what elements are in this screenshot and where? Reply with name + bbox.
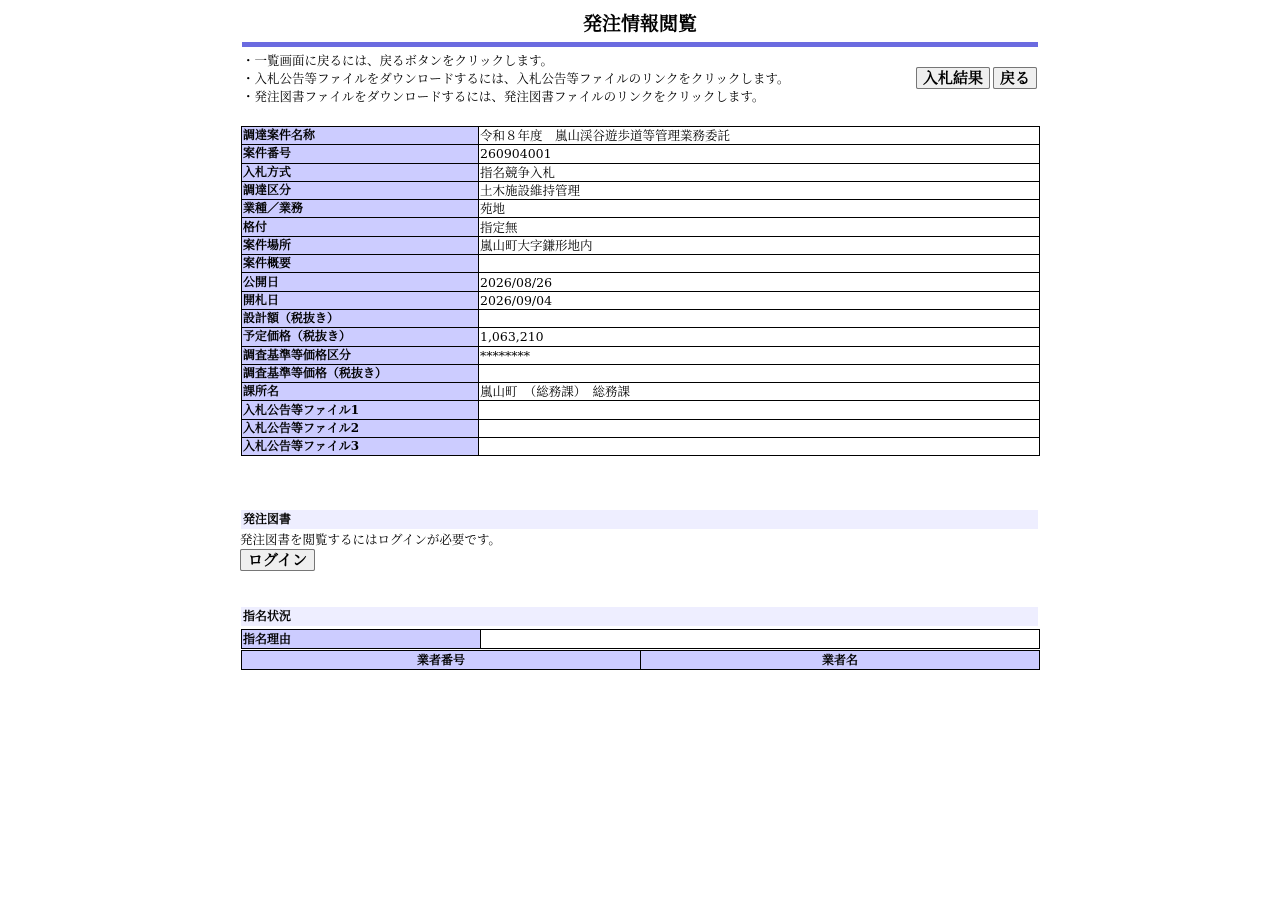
- designation-reason-label: 指名理由: [242, 630, 481, 649]
- login-required-message: 発注図書を閲覧するにはログインが必要です。: [240, 532, 501, 547]
- project-details-table: [241, 126, 1040, 456]
- detail-label: 業種／業務: [242, 200, 479, 218]
- table-row: [242, 255, 1040, 273]
- detail-label: 入札公告等ファイル1: [242, 401, 479, 419]
- table-row: [242, 346, 1040, 364]
- page-title: 発注情報閲覧: [582, 13, 697, 35]
- detail-value: 土木施設維持管理: [479, 181, 1040, 199]
- detail-value: 令和８年度 嵐山渓谷遊歩道等管理業務委託: [479, 127, 1040, 145]
- detail-value: 260904001: [479, 145, 1040, 163]
- login-button[interactable]: ログイン: [240, 549, 315, 571]
- detail-value: 2026/08/26: [479, 273, 1040, 291]
- detail-value: 嵐山町 （総務課） 総務課: [479, 383, 1040, 401]
- detail-label: 開札日: [242, 291, 479, 309]
- detail-label: 設計額（税抜き）: [242, 309, 479, 327]
- detail-value: [479, 364, 1040, 382]
- instruction-line: ・入札公告等ファイルをダウンロードするには、入札公告等ファイルのリンクをクリックします。: [242, 71, 790, 86]
- vendor-number-column-header: 業者番号: [242, 651, 641, 670]
- bid-results-button[interactable]: 入札結果: [916, 67, 990, 89]
- detail-value: [479, 255, 1040, 273]
- detail-label: 公開日: [242, 273, 479, 291]
- detail-label: 入札公告等ファイル2: [242, 419, 479, 437]
- detail-label: 案件概要: [242, 255, 479, 273]
- detail-label: 格付: [242, 218, 479, 236]
- table-row: [242, 401, 1040, 419]
- table-row: [242, 200, 1040, 218]
- table-row: [242, 309, 1040, 327]
- table-row: [242, 218, 1040, 236]
- table-row: [242, 273, 1040, 291]
- table-row: [242, 383, 1040, 401]
- table-row: [242, 163, 1040, 181]
- detail-label: 調達区分: [242, 181, 479, 199]
- detail-value: 1,063,210: [479, 328, 1040, 346]
- detail-value: [479, 401, 1040, 419]
- table-row: [242, 181, 1040, 199]
- instruction-line: ・発注図書ファイルをダウンロードするには、発注図書ファイルのリンクをクリックします。: [242, 89, 765, 104]
- designation-reason-table: [241, 629, 1040, 649]
- table-row: [242, 127, 1040, 145]
- title-divider: [242, 42, 1038, 47]
- table-row: [242, 291, 1040, 309]
- vendor-table: [241, 650, 1040, 670]
- detail-label: 案件場所: [242, 236, 479, 254]
- instruction-line: ・一覧画面に戻るには、戻るボタンをクリックします。: [242, 53, 554, 68]
- documents-section-header: 発注図書: [241, 510, 1038, 529]
- detail-value: 嵐山町大字鎌形地内: [479, 236, 1040, 254]
- detail-value: 指名競争入札: [479, 163, 1040, 181]
- detail-value: 苑地: [479, 200, 1040, 218]
- detail-label: 案件番号: [242, 145, 479, 163]
- table-row: [242, 328, 1040, 346]
- designation-reason-value: [481, 630, 1040, 649]
- detail-value: ********: [479, 346, 1040, 364]
- table-row: [242, 419, 1040, 437]
- detail-label: 入札公告等ファイル3: [242, 438, 479, 456]
- detail-label: 課所名: [242, 383, 479, 401]
- instructions: [242, 52, 882, 106]
- top-button-group: [916, 67, 1037, 89]
- detail-label: 調査基準等価格（税抜き）: [242, 364, 479, 382]
- vendor-name-column-header: 業者名: [641, 651, 1040, 670]
- detail-value: 指定無: [479, 218, 1040, 236]
- detail-value: [479, 309, 1040, 327]
- table-row: [242, 630, 1040, 649]
- detail-label: 予定価格（税抜き）: [242, 328, 479, 346]
- detail-label: 調査基準等価格区分: [242, 346, 479, 364]
- table-row: [242, 438, 1040, 456]
- table-row: [242, 236, 1040, 254]
- detail-label: 調達案件名称: [242, 127, 479, 145]
- designation-section-header: 指名状況: [241, 607, 1038, 626]
- detail-label: 入札方式: [242, 163, 479, 181]
- back-button[interactable]: 戻る: [993, 67, 1037, 89]
- vendor-table-header: [242, 651, 1040, 670]
- detail-value: [479, 419, 1040, 437]
- detail-value: [479, 438, 1040, 456]
- detail-value: 2026/09/04: [479, 291, 1040, 309]
- table-row: [242, 364, 1040, 382]
- table-row: [242, 145, 1040, 163]
